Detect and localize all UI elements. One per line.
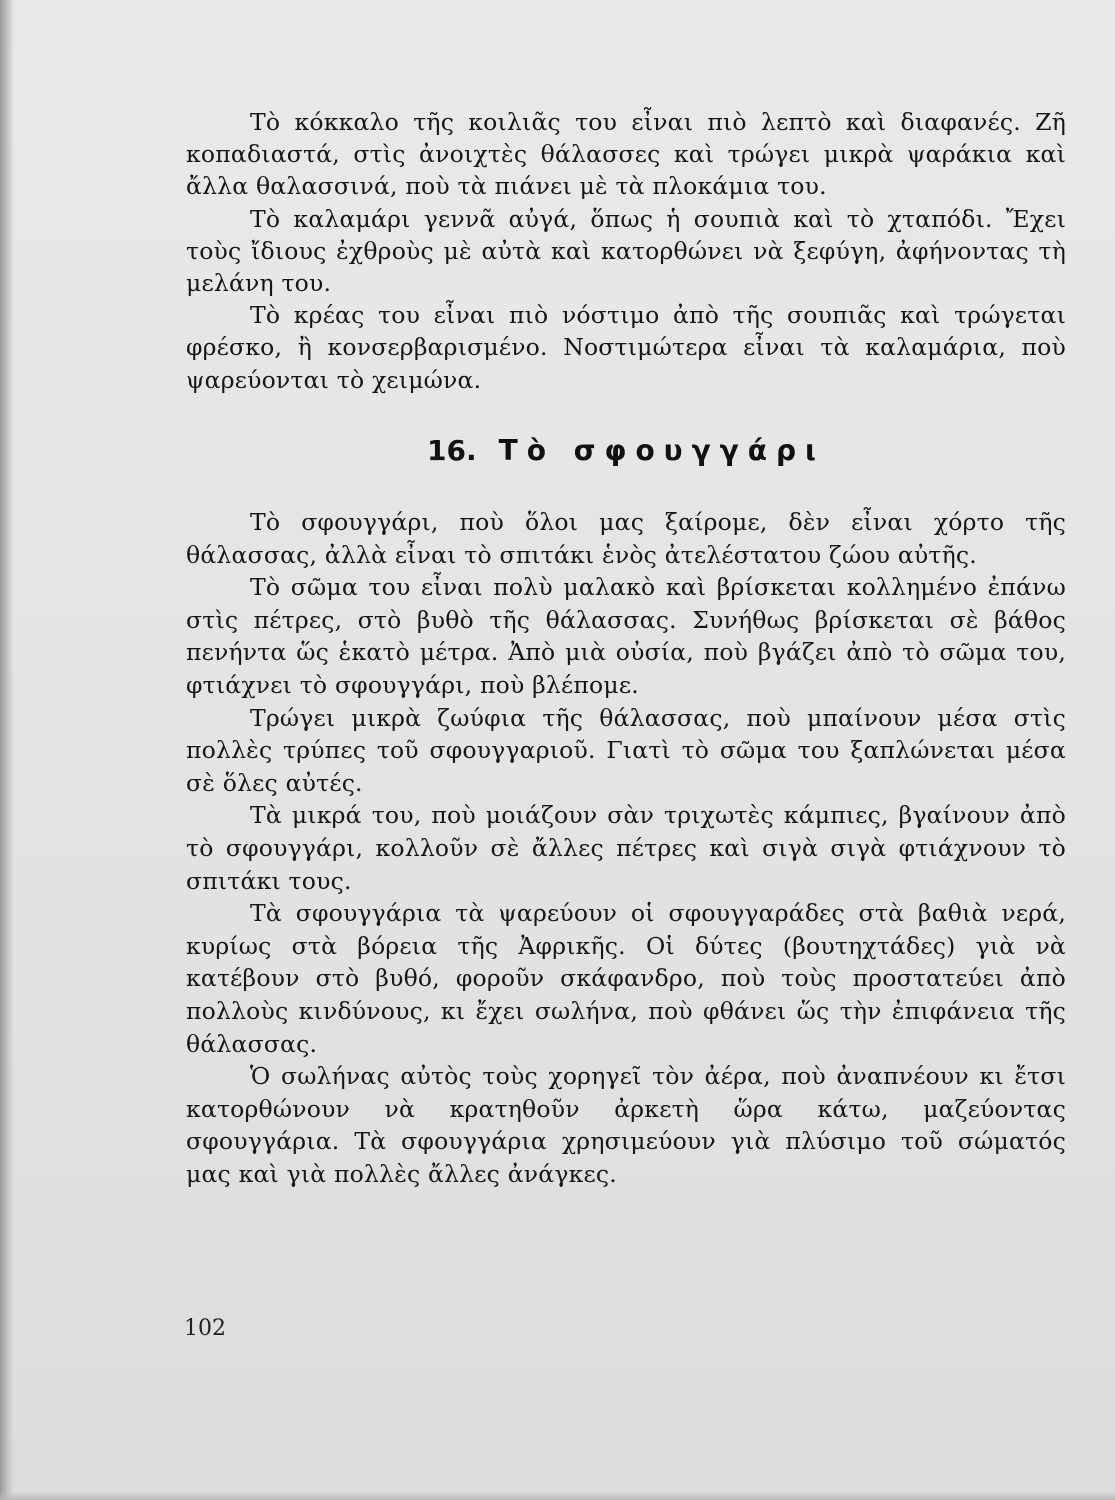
- paragraph: Τρώγει μικρὰ ζωύφια τῆς θάλασσας, ποὺ μπαίνουν μέσα στὶς πολλὲς τρύπες τοῦ σφουγγαριοῦ. Γιατὶ τὸ σῶμα του ξαπλώνεται μέσα σὲ ὅλες αὐτές.: [186, 703, 1066, 797]
- continued-text-block: [186, 106, 1066, 396]
- paragraph: Τὸ σῶμα του εἶναι πολὺ μαλακὸ καὶ βρίσκεται κολλημένο ἐπάνω στὶς πέτρες, στὸ βυθὸ τῆς θάλασσας. Συνήθως βρίσκεται σὲ βάθος πενήντα ὥς ἑκατὸ μέτρα. Ἀπὸ μιὰ οὐσία, ποὺ βγάζει ἀπὸ τὸ σῶμα του, φτιάχνει τὸ σφουγγάρι, ποὺ βλέπομε.: [186, 573, 1066, 699]
- section-heading: [186, 434, 1066, 467]
- paragraph: Τὸ σφουγγάρι, ποὺ ὅλοι μας ξαίρομε, δὲν εἶναι χόρτο τῆς θάλασσας, ἀλλὰ εἶναι τὸ σπιτάκι ἑνὸς ἀτελέστατου ζώου αὐτῆς.: [186, 508, 1066, 569]
- page-number: 102: [184, 1316, 226, 1341]
- page-shadow-edge: [0, 0, 14, 1500]
- paragraph: Τὸ καλαμάρι γεννᾶ αὐγά, ὅπως ἡ σουπιὰ καὶ τὸ χταπόδι. Ἔχει τοὺς ἴδιους ἐχθροὺς μὲ αὐτὰ καὶ κατορθώνει νὰ ξεφύγη, ἀφήνοντας τὴ μελάνη του.: [186, 204, 1066, 298]
- paragraph: Τὸ κρέας του εἶναι πιὸ νόστιμο ἀπὸ τῆς σουπιᾶς καὶ τρώγεται φρέσκο, ἢ κονσερβαρισμένο. Νοστιμώτερα εἶναι τὰ καλαμάρια, ποὺ ψαρεύονται τὸ χειμώνα.: [186, 301, 1066, 394]
- paragraph: Ὁ σωλήνας αὐτὸς τοὺς χορηγεῖ τὸν ἀέρα, ποὺ ἀναπνέουν κι ἔτσι κατορθώνουν νὰ κρατηθοῦν ἀρκετὴ ὥρα κάτω, μαζεύοντας σφουγγάρια. Τὰ σφουγγάρια χρησιμεύουν γιὰ πλύσιμο τοῦ σώματός μας καὶ γιὰ πολλὲς ἄλλες ἀνάγκες.: [186, 1062, 1066, 1188]
- paragraph: Τὰ μικρά του, ποὺ μοιάζουν σὰν τριχωτὲς κάμπιες, βγαίνουν ἀπὸ τὸ σφουγγάρι, κολλοῦν σὲ ἄλλες πέτρες καὶ σιγὰ σιγὰ φτιάχνουν τὸ σπιτάκι τους.: [186, 801, 1066, 895]
- paragraph: Τὰ σφουγγάρια τὰ ψαρεύουν οἱ σφουγγαράδες στὰ βαθιὰ νερά, κυρίως στὰ βόρεια τῆς Ἀφρικῆς. Οἱ δύτες (βουτηχτάδες) γιὰ νὰ κατέβουν στὸ βυθό, φοροῦν σκάφανδρο, ποὺ τοὺς προστατεύει ἀπὸ πολλοὺς κινδύνους, κι ἔχει σωλήνα, ποὺ φθάνει ὥς τὴν ἐπιφάνεια τῆς θάλασσας.: [186, 899, 1066, 1058]
- paragraph: Τὸ κόκκαλο τῆς κοιλιᾶς του εἶναι πιὸ λεπτὸ καὶ διαφανές. Ζῆ κοπαδιαστά, στὶς ἀνοιχτὲς θάλασσες καὶ τρώγει μικρὰ ψαράκια καὶ ἄλλα θαλασσινά, ποὺ τὰ πιάνει μὲ τὰ πλοκάμια του.: [186, 108, 1066, 201]
- page-bottom-shadow: [0, 1492, 1115, 1500]
- section-text-block: [186, 506, 1066, 1190]
- section-number: 16.: [427, 434, 477, 467]
- section-title: Τὸ σφουγγάρι: [498, 434, 825, 467]
